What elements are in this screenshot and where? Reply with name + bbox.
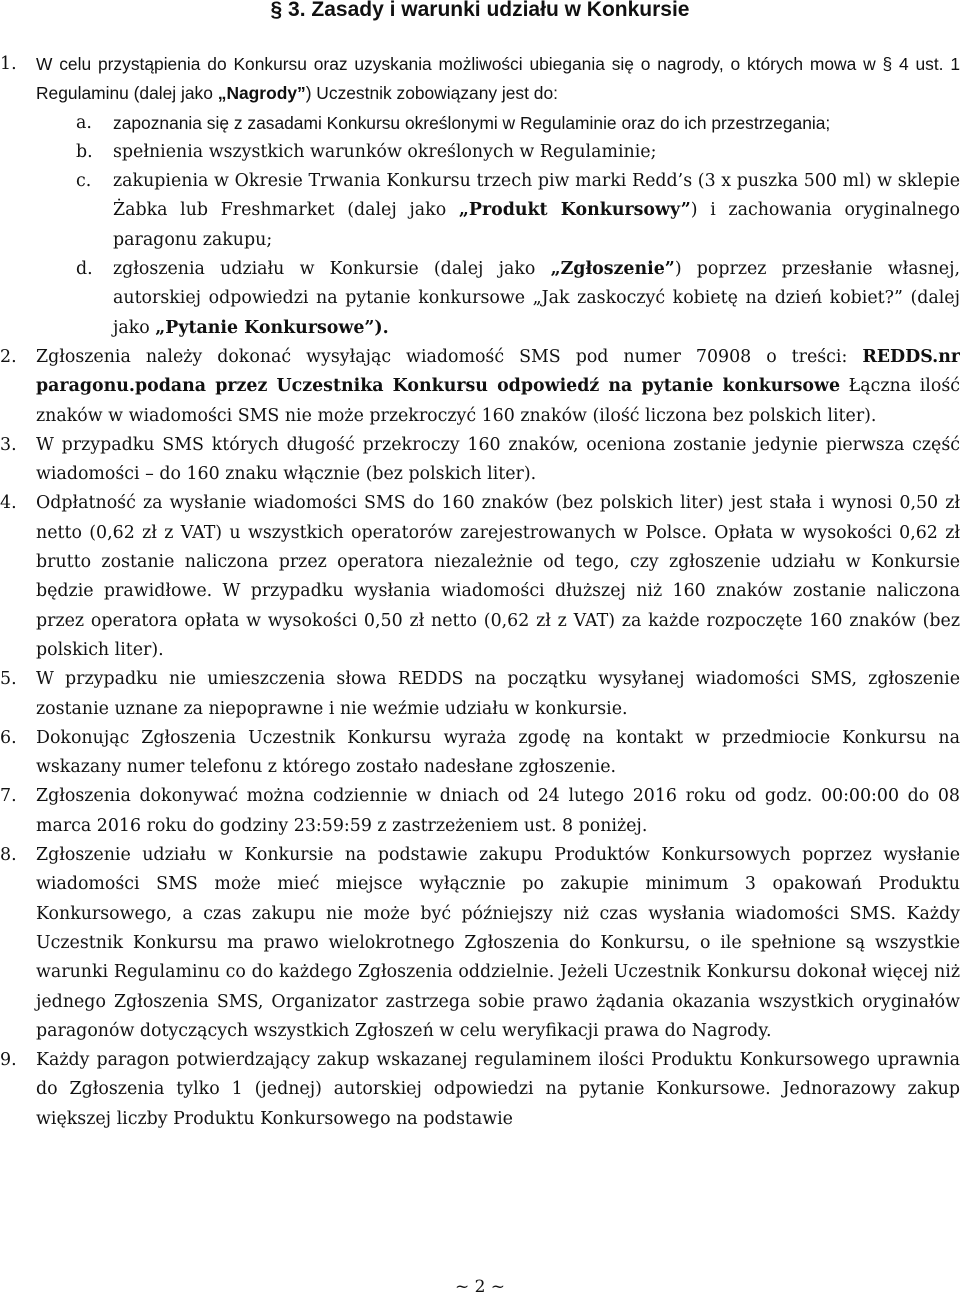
subparagraph-letter: b. (76, 141, 93, 162)
text-run: ) i zachowania oryginalnego paragonu zakupu; (113, 200, 960, 250)
paragraph-text (36, 50, 960, 109)
paragraph-number: 1. (0, 54, 17, 74)
subparagraph-letter: a. (76, 112, 92, 133)
paragraph-number: 3. (0, 434, 17, 455)
subparagraph-d (0, 255, 960, 343)
text-run: zakupienia w Okresie Trwania Konkursu trzech piw marki Redd’s (3 x puszka 500 ml) w sklepie Żabka lub Freshmarket (dalej jako (113, 171, 960, 221)
text-run: Zgłoszenia należy dokonać wysyłając wiadomość SMS pod numer 70908 o treści: (36, 346, 863, 367)
subparagraph-c (0, 167, 960, 255)
paragraph-2 (0, 343, 960, 431)
paragraph-text (36, 343, 960, 431)
text-run: zgłoszenia udziału w Konkursie (dalej jako (113, 259, 551, 280)
paragraph-text: Zgłoszenie udziału w Konkursie na podstawie zakupu Produktów Konkursowych poprzez wysłanie wiadomości SMS może mieć miejsce wyłącznie po zakupie minimum 3 opakowań Produktu Konkursowego, a czas zakupu nie może być późniejszy niż czas wysłania wiadomości SMS. Każdy Uczestnik Konkursu ma prawo wielokrotnego Zgłoszenia do Konkursu, o ile spełnione są wszystkie warunki Regulaminu co do każdego Zgłoszenia oddzielnie. Jeżeli Uczestnik Konkursu dokonał więcej niż jednego Zgłoszenia SMS, Organizator zastrzega sobie prawo żądania okazania wszystkich oryginałów paragonów dotyczących wszystkich Zgłoszeń w celu weryfikacji prawa do Nagrody. (36, 845, 960, 1041)
text-run: ) Uczestnik zobowiązany jest do: (305, 83, 558, 104)
paragraph-number: 5. (0, 669, 17, 690)
paragraph-1 (0, 50, 960, 109)
subparagraph-text (113, 167, 960, 255)
paragraph-text: W przypadku nie umieszczenia słowa REDDS na początku wysyłanej wiadomości SMS, zgłoszenie zostanie uznane za niepoprawne i nie weźmie udziału w konkursie. (36, 669, 960, 719)
paragraph-text: Każdy paragon potwierdzający zakup wskazanej regulaminem ilości Produktu Konkursowego uprawnia do Zgłoszenia tylko 1 (jednej) autorskiej odpowiedzi na pytanie Konkursowe. Jednorazowy zakup większej liczby Produktu Konkursowego na podstawie (36, 1050, 960, 1129)
defined-term-nagrody: „Nagrody” (217, 83, 306, 104)
text-run: W celu przystąpienia do Konkursu oraz uzyskania możliwości ubiegania się o nagrody, o których mowa w § 4 ust. 1 Regulaminu (dalej jako (36, 54, 960, 104)
paragraph-number: 9. (0, 1050, 17, 1071)
paragraph-4 (0, 489, 960, 665)
subparagraph-letter: d. (76, 259, 93, 280)
subparagraph-text: zapoznania się z zasadami Konkursu określonymi w Regulaminie oraz do ich przestrzegania; (113, 112, 831, 133)
paragraph-9 (0, 1046, 960, 1134)
paragraph-7 (0, 782, 960, 841)
page-number: ~ 2 ~ (454, 1277, 506, 1297)
subparagraph-text (113, 255, 960, 343)
subparagraph-a (0, 109, 960, 138)
paragraph-text: Zgłoszenia dokonywać można codziennie w dniach od 24 lutego 2016 roku od godz. 00:00:00 do 08 marca 2016 roku do godziny 23:59:59 z zastrzeżeniem ust. 8 poniżej. (36, 786, 960, 836)
defined-term-zgloszenie: „Zgłoszenie” (550, 259, 675, 280)
paragraph-number: 7. (0, 786, 17, 807)
paragraph-5 (0, 665, 960, 724)
defined-term-pytanie: „Pytanie Konkursowe”). (155, 317, 389, 338)
sms-format: REDDS.nr paragonu.podana przez Uczestnika Konkursu odpowiedź na pytanie konkursowe (36, 346, 960, 397)
paragraph-text: W przypadku SMS których długość przekroczy 160 znaków, oceniona zostanie jedynie pierwsza część wiadomości – do 160 znaku włącznie (bez polskich liter). (36, 434, 960, 485)
subparagraph-letter: c. (76, 171, 92, 192)
text-run: Łączna ilość znaków w wiadomości SMS nie może przekroczyć 160 znaków (ilość liczona bez polskich liter). (36, 376, 960, 426)
paragraph-3 (0, 431, 960, 490)
paragraph-number: 4. (0, 493, 17, 514)
paragraph-number: 8. (0, 845, 17, 866)
text-run: ) poprzez przesłanie własnej, autorskiej odpowiedzi na pytanie konkursowe „Jak zaskoczyć kobietę na dzień kobiet?” (dalej jako (113, 259, 960, 338)
section-heading: § 3. Zasady i warunki udziału w Konkursie (270, 0, 690, 21)
defined-term-produkt: „Produkt Konkursowy” (458, 200, 691, 221)
paragraph-number: 2. (0, 346, 17, 367)
paragraph-number: 6. (0, 727, 17, 748)
subparagraph-b (0, 138, 960, 167)
paragraph-6 (0, 724, 960, 783)
document-body (0, 50, 960, 1134)
paragraph-text: Odpłatność za wysłanie wiadomości SMS do 160 znaków (bez polskich liter) jest stała i wynosi 0,50 zł netto (0,62 zł z VAT) u wszystkich operatorów zarejestrowanych w Polsce. Opłata w wysokości 0,62 zł brutto zostanie naliczona przez operatora niezależnie od tego, czy zgłoszenie udziału w Konkursie będzie prawidłowe. W przypadku wysłania wiadomości dłuższej niż 160 znaków zostanie naliczona przez operatora opłata w wysokości 0,50 zł netto (0,62 zł z VAT) za każde rozpoczęte 160 znaków (bez polskich liter). (36, 493, 960, 660)
paragraph-text: Dokonując Zgłoszenia Uczestnik Konkursu wyraża zgodę na kontakt w przedmiocie Konkursu na wskazany numer telefonu z którego zostało nadesłane zgłoszenie. (36, 727, 960, 778)
subparagraph-text: spełnienia wszystkich warunków określonych w Regulaminie; (113, 141, 657, 162)
paragraph-8 (0, 841, 960, 1046)
